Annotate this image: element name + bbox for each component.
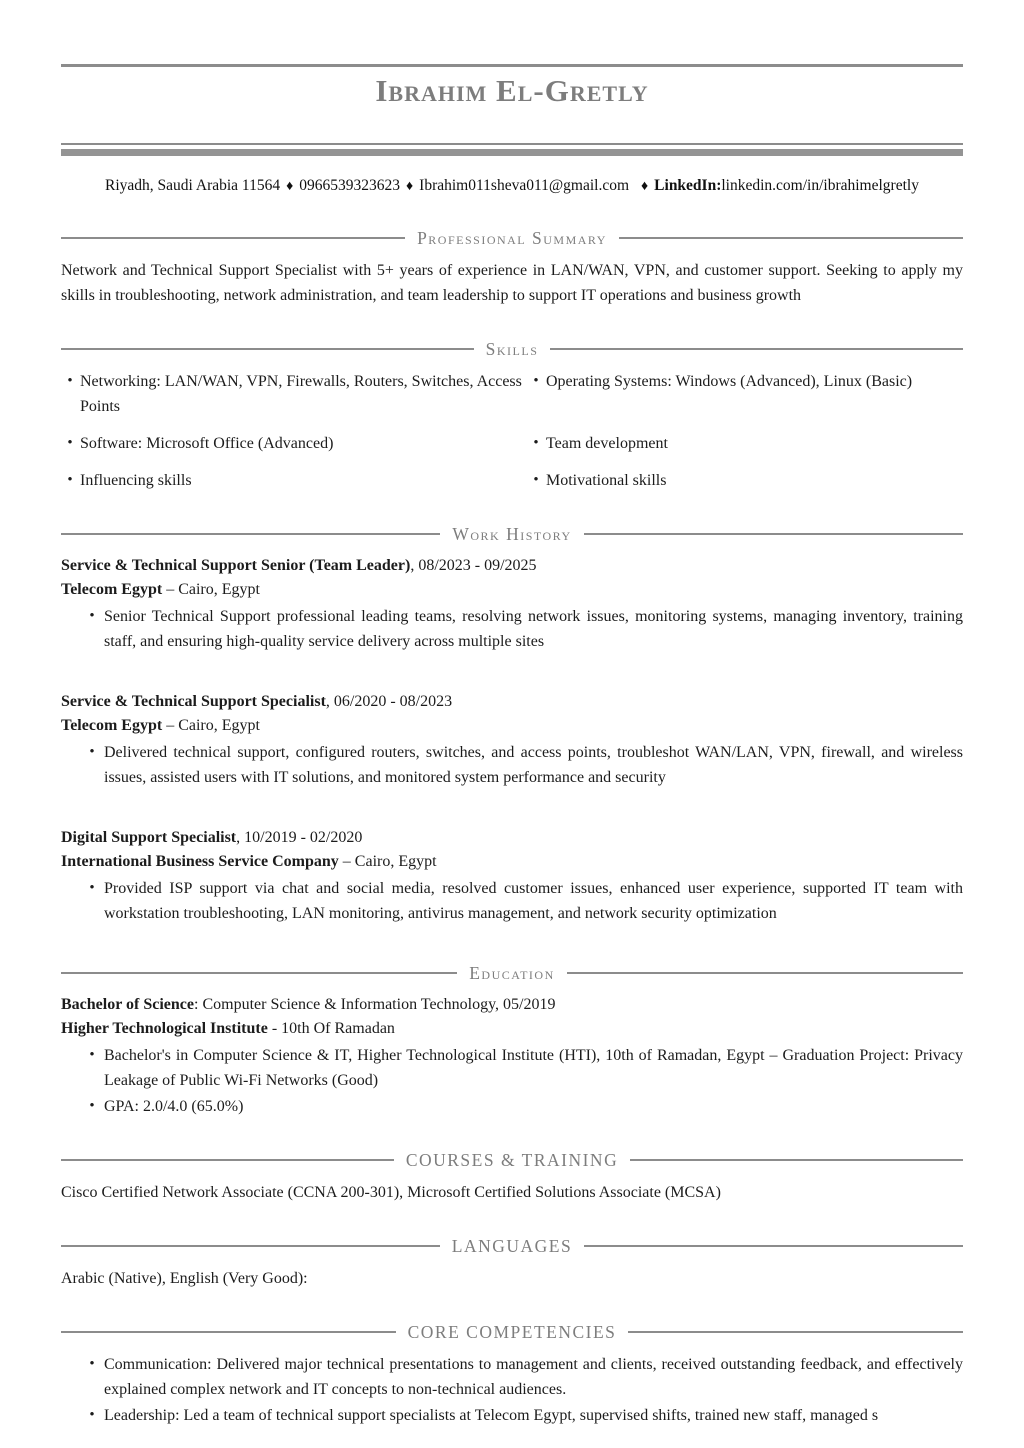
linkedin-label: LinkedIn: [654, 177, 722, 194]
heading-rule-right [630, 1159, 963, 1161]
contact-location: Riyadh, Saudi Arabia 11564 [105, 177, 281, 194]
education-institute-line [61, 1017, 963, 1041]
job-bullet [61, 604, 963, 654]
job-location: – Cairo, Egypt [338, 853, 437, 870]
skill-text: Operating Systems: Windows (Advanced), Linux (Basic) [546, 373, 913, 390]
header-divider-thick [61, 149, 963, 156]
education-bullet-text: GPA: 2.0/4.0 (65.0%) [104, 1098, 244, 1115]
heading-rule-right [584, 533, 963, 535]
section-title-work-history: Work History [452, 524, 572, 544]
skill-text: Networking: LAN/WAN, VPN, Firewalls, Routers, Switches, Access Points [80, 373, 522, 415]
job-dates: , 08/2023 - 09/2025 [410, 557, 537, 574]
skill-item [61, 369, 527, 419]
job-title-line [61, 826, 963, 850]
heading-rule-left [61, 533, 440, 535]
education-bullets [61, 1043, 963, 1119]
linkedin-url: linkedin.com/in/ibrahimelgretly [721, 177, 919, 194]
skill-item [527, 431, 963, 456]
education-bullet-text: Bachelor's in Computer Science & IT, Higher Technological Institute (HTI), 10th of Ramadan, Egypt – Graduation Project: Privacy Leakage of Public Wi-Fi Networks (Good) [104, 1047, 963, 1089]
job-dates: , 06/2020 - 08/2023 [325, 693, 453, 710]
job-company-line [61, 714, 963, 738]
heading-rule-right [550, 348, 963, 350]
bullet-icon: • [89, 1098, 95, 1114]
skill-item [527, 369, 963, 419]
section-heading-courses [61, 1149, 963, 1171]
bullet-icon: • [533, 435, 539, 451]
heading-rule-right [584, 1245, 963, 1247]
job-title-line [61, 690, 963, 714]
competency-bullet [61, 1403, 963, 1428]
job-dates: , 10/2019 - 02/2020 [236, 829, 363, 846]
heading-rule-right [628, 1331, 963, 1333]
heading-rule-left [61, 348, 474, 350]
job-company: Telecom Egypt [61, 717, 163, 734]
bullet-icon: • [67, 472, 73, 488]
section-title-languages: LANGUAGES [451, 1236, 573, 1256]
header-top-rule [61, 64, 963, 67]
degree-detail: : Computer Science & Information Technology, 05/2019 [194, 996, 556, 1013]
heading-rule-right [619, 237, 963, 239]
bullet-icon: • [67, 373, 73, 389]
section-title-summary: Professional Summary [417, 228, 607, 248]
bullet-icon: • [67, 435, 73, 451]
bullet-icon: • [89, 1356, 95, 1372]
degree-name: Bachelor of Science [61, 996, 195, 1013]
bullet-icon: • [533, 373, 539, 389]
candidate-name: Ibrahim El-Gretly [375, 73, 649, 108]
education-degree-line [61, 993, 963, 1017]
education-bullet [61, 1043, 963, 1093]
contact-email: Ibrahim011sheva011@gmail.com [419, 177, 630, 194]
job-bullet [61, 740, 963, 790]
diamond-separator-icon: ♦ [406, 179, 414, 194]
competency-bullet-text: Leadership: Led a team of technical support specialists at Telecom Egypt, supervised shifts, trained new staff, managed s [104, 1407, 879, 1424]
contact-phone: 0966539323623 [299, 177, 401, 194]
section-title-skills: Skills [485, 339, 539, 359]
section-heading-competencies [61, 1321, 963, 1343]
skill-text: Motivational skills [546, 472, 667, 489]
heading-rule-left [61, 237, 405, 239]
competency-bullet-text: Communication: Delivered major technical presentations to management and clients, received outstanding feedback, and effectively explained complex network and IT concepts to non-technical audiences. [104, 1356, 963, 1398]
heading-rule-left [61, 1331, 396, 1333]
bullet-icon: • [89, 608, 95, 624]
skill-text: Software: Microsoft Office (Advanced) [80, 435, 334, 452]
diamond-separator-icon: ♦ [641, 179, 649, 194]
section-title-courses: COURSES & TRAINING [405, 1150, 619, 1170]
skill-text: Team development [546, 435, 668, 452]
job-company-line [61, 850, 963, 874]
section-heading-education [61, 962, 963, 984]
job-location: – Cairo, Egypt [162, 581, 260, 598]
heading-rule-right [567, 972, 963, 974]
job-company: Telecom Egypt [61, 581, 163, 598]
heading-rule-left [61, 1159, 394, 1161]
institute-name: Higher Technological Institute [61, 1020, 268, 1037]
job-entry [61, 554, 963, 654]
job-bullet [61, 876, 963, 926]
section-title-competencies: CORE COMPETENCIES [407, 1322, 617, 1342]
bullet-icon: • [89, 744, 95, 760]
summary-text: Network and Technical Support Specialist with 5+ years of experience in LAN/WAN, VPN, and customer support. Seeking to apply my skills in troubleshooting, network administration, and team leadership to support IT operations and business growth [61, 262, 963, 304]
education-bullet [61, 1094, 963, 1119]
job-title: Service & Technical Support Senior (Team Leader) [61, 557, 411, 574]
section-heading-summary [61, 227, 963, 249]
skill-text: Influencing skills [80, 472, 192, 489]
job-title-line [61, 554, 963, 578]
section-heading-work-history [61, 523, 963, 545]
section-heading-skills [61, 338, 963, 360]
contact-line [61, 176, 963, 197]
competencies-bullets [61, 1352, 963, 1428]
skills-list [61, 369, 963, 493]
job-bullet-text: Delivered technical support, configured routers, switches, and access points, troubleshot WAN/LAN, VPN, firewall, and wireless issues, assisted users with IT solutions, and monitored system performance and security [104, 744, 963, 786]
header-divider-thin [61, 143, 963, 145]
job-company: International Business Service Company [61, 853, 339, 870]
bullet-icon: • [89, 1407, 95, 1423]
job-entry [61, 826, 963, 926]
job-title: Service & Technical Support Specialist [61, 693, 326, 710]
competency-bullet [61, 1352, 963, 1402]
bullet-icon: • [89, 1047, 95, 1063]
skill-item [61, 431, 527, 456]
heading-rule-left [61, 1245, 440, 1247]
skill-item [527, 468, 963, 493]
bullet-icon: • [89, 880, 95, 896]
section-title-education: Education [469, 963, 555, 983]
job-entry [61, 690, 963, 790]
diamond-separator-icon: ♦ [286, 179, 294, 194]
job-title: Digital Support Specialist [61, 829, 237, 846]
languages-text: Arabic (Native), English (Very Good): [61, 1270, 308, 1287]
courses-text: Cisco Certified Network Associate (CCNA 200-301), Microsoft Certified Solutions Associate (MCSA) [61, 1184, 721, 1201]
institute-detail: - 10th Of Ramadan [267, 1020, 395, 1037]
job-company-line [61, 578, 963, 602]
skill-item [61, 468, 527, 493]
job-location: – Cairo, Egypt [162, 717, 260, 734]
heading-rule-left [61, 972, 457, 974]
job-bullet-text: Senior Technical Support professional leading teams, resolving network issues, monitoring systems, managing inventory, training staff, and ensuring high-quality service delivery across multiple sites [104, 608, 963, 650]
section-heading-languages [61, 1235, 963, 1257]
bullet-icon: • [533, 472, 539, 488]
job-bullet-text: Provided ISP support via chat and social media, resolved customer issues, enhanced user experience, supported IT team with workstation troubleshooting, LAN monitoring, antivirus management, and network security optimization [104, 880, 963, 922]
